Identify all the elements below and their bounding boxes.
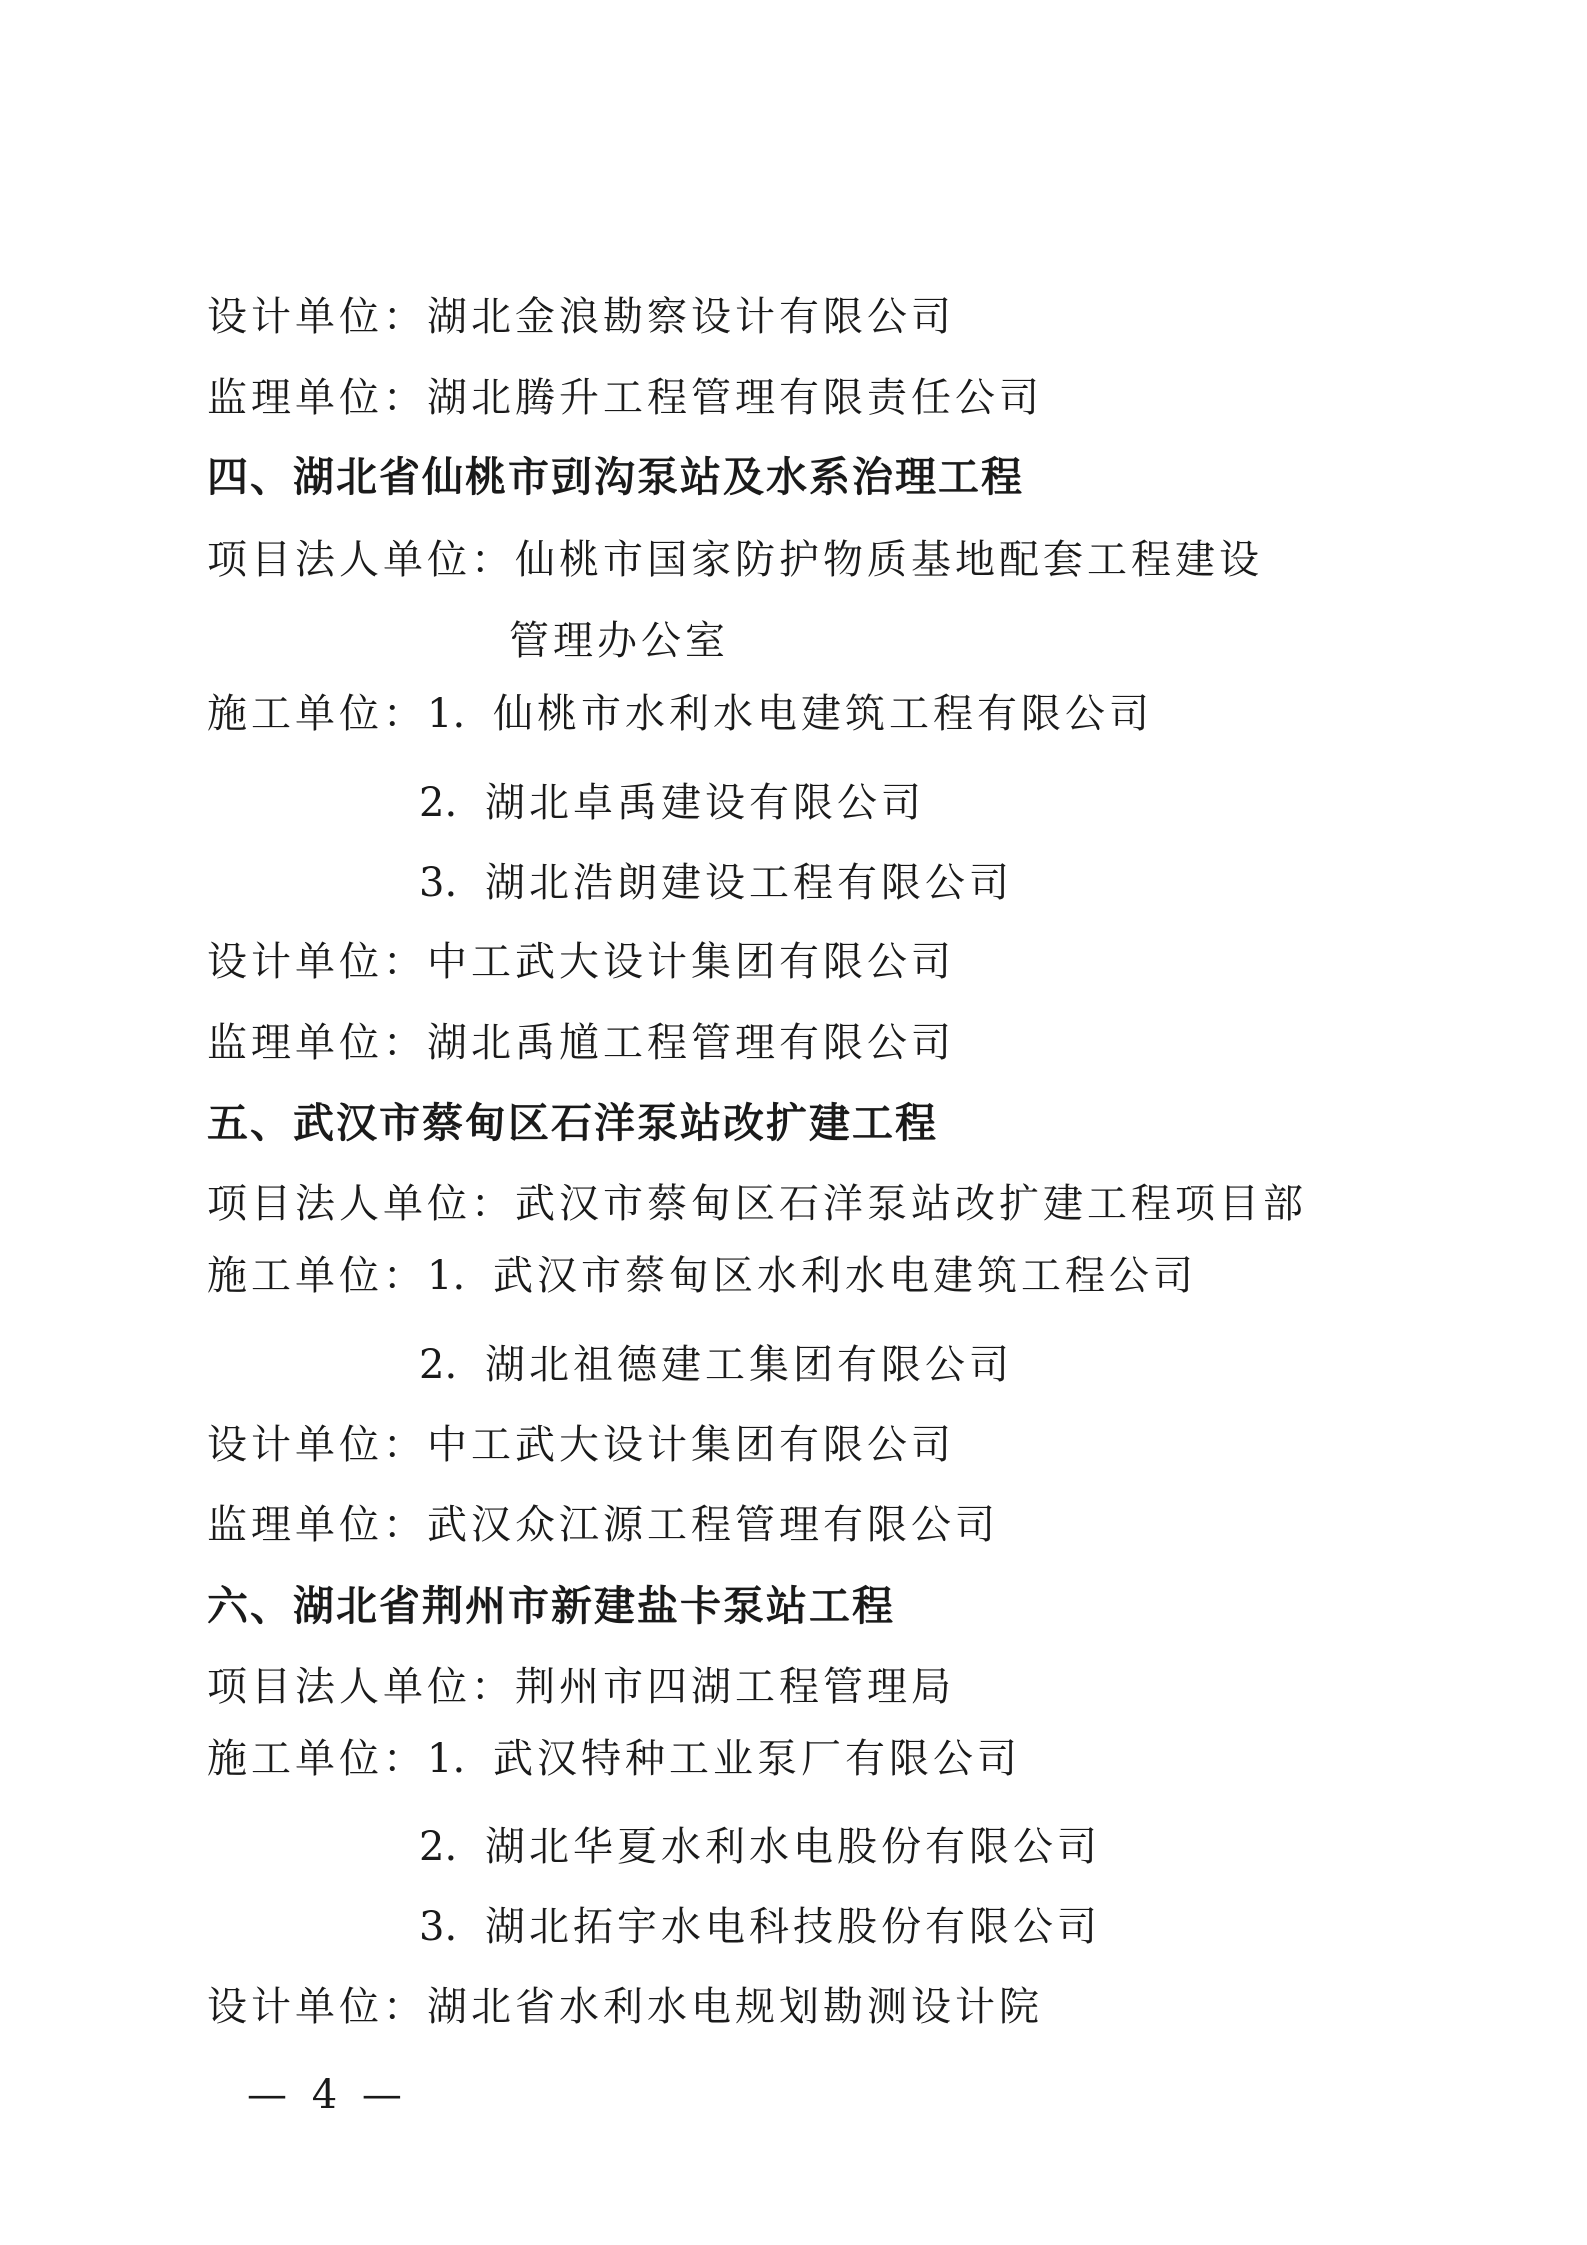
field-value: 湖北浩朗建设工程有限公司 <box>485 860 1013 906</box>
project-owner-line <box>207 1181 1307 1227</box>
field-value: 湖北卓禹建设有限公司 <box>485 780 925 826</box>
supervision-unit-line <box>207 375 1043 421</box>
field-value: 中工武大设计集团有限公司 <box>427 939 955 985</box>
field-value: 武汉众江源工程管理有限公司 <box>427 1502 999 1548</box>
construction-unit-line <box>207 1736 1021 1782</box>
list-number: 1. <box>427 1736 466 1782</box>
construction-unit-item <box>419 1342 1013 1388</box>
field-label: 设计单位： <box>207 939 427 985</box>
field-label: 施工单位： <box>207 1253 427 1299</box>
list-number: 3. <box>419 860 458 906</box>
construction-unit-line <box>207 691 1153 737</box>
construction-unit-item <box>419 1904 1101 1950</box>
page-number: — 4 — <box>247 2072 408 2118</box>
construction-unit-item <box>419 860 1013 906</box>
design-unit-line <box>207 1984 1043 2030</box>
field-value: 荆州市四湖工程管理局 <box>515 1664 955 1710</box>
construction-unit-line <box>207 1253 1197 1299</box>
field-label: 项目法人单位： <box>207 537 515 583</box>
list-number: 2. <box>419 1342 458 1388</box>
field-label: 设计单位： <box>207 1422 427 1468</box>
construction-unit-item <box>419 780 925 826</box>
field-value: 湖北华夏水利水电股份有限公司 <box>485 1824 1101 1870</box>
construction-unit-item <box>419 1824 1101 1870</box>
field-label: 施工单位： <box>207 691 427 737</box>
supervision-unit-line <box>207 1502 999 1548</box>
section-heading: 六、湖北省荆州市新建盐卡泵站工程 <box>207 1582 895 1630</box>
section-heading: 五、武汉市蔡甸区石洋泵站改扩建工程 <box>207 1099 938 1147</box>
field-label: 项目法人单位： <box>207 1664 515 1710</box>
field-label: 监理单位： <box>207 1502 427 1548</box>
section-heading: 四、湖北省仙桃市剅沟泵站及水系治理工程 <box>207 453 1024 501</box>
design-unit-line <box>207 939 955 985</box>
list-number: 2. <box>419 1824 458 1870</box>
field-value: 武汉特种工业泵厂有限公司 <box>493 1736 1021 1782</box>
field-value: 中工武大设计集团有限公司 <box>427 1422 955 1468</box>
field-label: 施工单位： <box>207 1736 427 1782</box>
field-value: 武汉市蔡甸区水利水电建筑工程公司 <box>493 1253 1197 1299</box>
field-value: 武汉市蔡甸区石洋泵站改扩建工程项目部 <box>515 1181 1307 1227</box>
field-label: 项目法人单位： <box>207 1181 515 1227</box>
list-number: 1. <box>427 691 466 737</box>
field-value-continuation: 管理办公室 <box>509 618 729 664</box>
field-value: 湖北金浪勘察设计有限公司 <box>427 294 955 340</box>
project-owner-line <box>207 1664 955 1710</box>
field-value: 湖北省水利水电规划勘测设计院 <box>427 1984 1043 2030</box>
field-label: 设计单位： <box>207 1984 427 2030</box>
design-unit-line <box>207 1422 955 1468</box>
field-value: 湖北祖德建工集团有限公司 <box>485 1342 1013 1388</box>
field-label: 设计单位： <box>207 294 427 340</box>
field-value: 仙桃市水利水电建筑工程有限公司 <box>493 691 1153 737</box>
list-number: 3. <box>419 1904 458 1950</box>
list-number: 2. <box>419 780 458 826</box>
project-owner-line <box>207 537 1263 583</box>
field-value: 湖北腾升工程管理有限责任公司 <box>427 375 1043 421</box>
list-number: 1. <box>427 1253 466 1299</box>
field-label: 监理单位： <box>207 1020 427 1066</box>
field-value: 湖北禹馗工程管理有限公司 <box>427 1020 955 1066</box>
supervision-unit-line <box>207 1020 955 1066</box>
field-value: 仙桃市国家防护物质基地配套工程建设 <box>515 537 1263 583</box>
design-unit-line <box>207 294 955 340</box>
field-label: 监理单位： <box>207 375 427 421</box>
field-value: 湖北拓宇水电科技股份有限公司 <box>485 1904 1101 1950</box>
